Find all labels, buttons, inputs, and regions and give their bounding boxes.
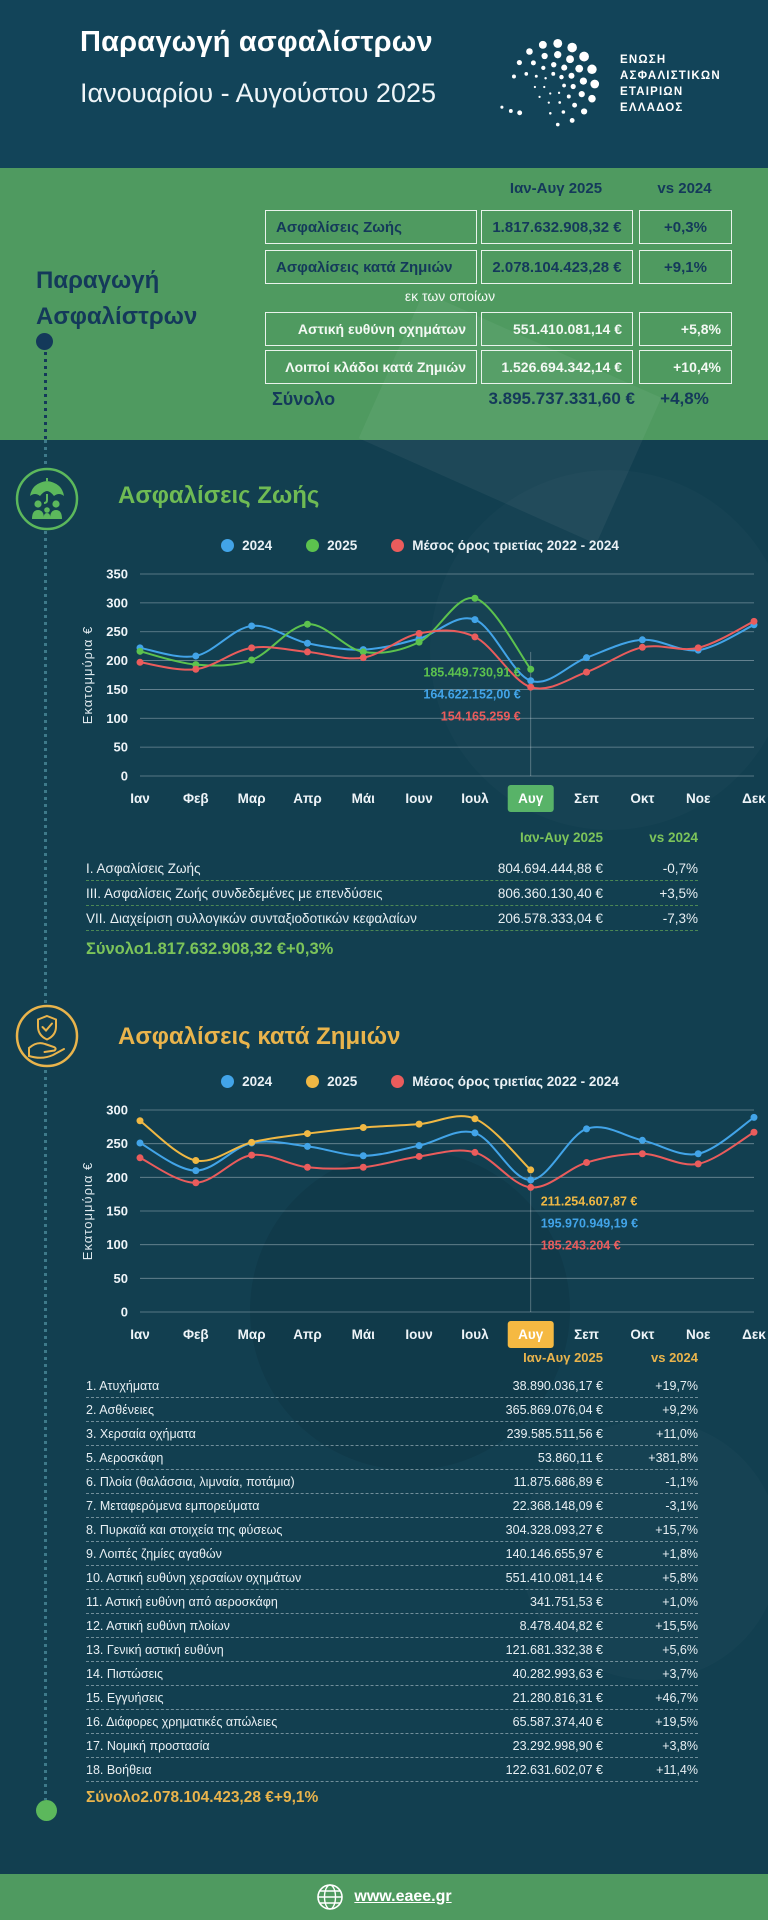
svg-text:185.243.204 €: 185.243.204 € xyxy=(540,1238,621,1253)
nonlife-table xyxy=(86,1350,698,1814)
summary-row-label: Ασφαλίσεις Ζωής xyxy=(265,210,477,244)
table-row xyxy=(86,906,698,931)
summary-col-vs: vs 2024 xyxy=(657,180,712,197)
legend-label: Μέσος όρος τριετίας 2022 - 2024 xyxy=(412,1074,619,1089)
table-col-period: Ιαν-Αυγ 2025 xyxy=(523,1350,603,1365)
row-pct: +1,0% xyxy=(662,1594,698,1609)
summary-row-value: 1.817.632.908,32 € xyxy=(481,210,633,244)
table-row xyxy=(86,1758,698,1782)
life-umbrella-family-icon xyxy=(14,466,80,532)
row-pct: +11,4% xyxy=(656,1762,698,1777)
svg-text:185.449.730,91 €: 185.449.730,91 € xyxy=(423,665,521,680)
summary-row-value: 551.410.081,14 € xyxy=(481,312,633,346)
legend-label: 2025 xyxy=(327,1074,358,1089)
table-row xyxy=(86,1686,698,1710)
legend-label: Μέσος όρος τριετίας 2022 - 2024 xyxy=(412,538,619,553)
table-row xyxy=(86,1566,698,1590)
svg-text:200: 200 xyxy=(106,1169,128,1185)
table-row xyxy=(86,856,698,881)
summary-total-pct: +4,8% xyxy=(660,389,709,408)
row-pct: +15,7% xyxy=(655,1522,698,1537)
legend-dot-icon xyxy=(391,1075,404,1088)
table-row xyxy=(86,1374,698,1398)
svg-text:Νοε: Νοε xyxy=(685,1327,711,1342)
svg-text:300: 300 xyxy=(106,595,128,611)
svg-text:Οκτ: Οκτ xyxy=(630,1327,655,1342)
legend-item xyxy=(306,1074,357,1089)
row-label: 15. Εγγυήσεις xyxy=(86,1690,164,1705)
total-value: 1.817.632.908,32 € xyxy=(143,939,287,958)
row-pct: +3,7% xyxy=(662,1666,698,1681)
svg-text:150: 150 xyxy=(106,1203,128,1219)
summary-title: Παραγωγή Ασφαλίστρων xyxy=(36,267,198,330)
row-pct: +46,7% xyxy=(655,1690,698,1705)
svg-text:Δεκ: Δεκ xyxy=(742,791,766,806)
table-total-row xyxy=(86,931,698,967)
life-table xyxy=(86,830,698,967)
timeline-start-dot xyxy=(36,333,53,350)
table-header-row xyxy=(86,1350,698,1374)
svg-text:0: 0 xyxy=(120,1304,128,1320)
row-label: 8. Πυρκαϊά και στοιχεία της φύσεως xyxy=(86,1522,283,1537)
row-value: 8.478.404,82 € xyxy=(519,1618,603,1633)
row-label: 11. Αστική ευθύνη από αεροσκάφη xyxy=(86,1594,278,1609)
table-row xyxy=(86,1614,698,1638)
total-pct: +9,1% xyxy=(273,1789,319,1806)
svg-text:195.970.949,19 €: 195.970.949,19 € xyxy=(540,1216,639,1231)
row-pct: +381,8% xyxy=(648,1450,698,1465)
timeline-dotted-line xyxy=(44,440,47,1800)
table-header-spacer xyxy=(86,830,438,856)
summary-col-period: Ιαν-Αυγ 2025 xyxy=(509,180,603,197)
svg-text:Αυγ: Αυγ xyxy=(518,791,544,806)
row-value: 804.694.444,88 € xyxy=(497,860,603,876)
nonlife-shield-hand-icon xyxy=(14,1003,80,1069)
summary-row-pct: +10,4% xyxy=(639,350,732,384)
legend-label: 2024 xyxy=(242,1074,273,1089)
total-label: Σύνολο xyxy=(86,939,144,958)
row-label: 14. Πιστώσεις xyxy=(86,1666,163,1681)
logo-text: ΕΝΩΣΗ ΑΣΦΑΛΙΣΤΙΚΩΝ ΕΤΑΙΡΙΩΝ ΕΛΛΑΔΟΣ xyxy=(620,54,721,114)
row-label: 6. Πλοία (θαλάσσια, λιμναία, ποτάμια) xyxy=(86,1474,295,1489)
svg-text:Ιουλ: Ιουλ xyxy=(461,791,489,806)
svg-text:100: 100 xyxy=(106,710,128,726)
website-link[interactable]: www.eaee.gr xyxy=(354,1888,452,1905)
row-value: 806.360.130,40 € xyxy=(497,885,603,901)
row-label: 17. Νομική προστασία xyxy=(86,1738,210,1753)
life-chart-legend xyxy=(90,538,750,553)
row-pct: -1,1% xyxy=(665,1474,698,1489)
table-row xyxy=(86,1446,698,1470)
row-value: 23.292.998,90 € xyxy=(512,1738,603,1753)
table-total-row xyxy=(86,1782,698,1814)
row-label: 9. Λοιπές ζημίες αγαθών xyxy=(86,1546,222,1561)
legend-dot-icon xyxy=(221,539,234,552)
table-col-vs: vs 2024 xyxy=(651,1350,698,1365)
row-value: 40.282.993,63 € xyxy=(512,1666,603,1681)
summary-row-pct: +0,3% xyxy=(639,210,732,244)
table-row xyxy=(86,1734,698,1758)
table-col-period: Ιαν-Αυγ 2025 xyxy=(520,830,603,845)
legend-dot-icon xyxy=(221,1075,234,1088)
table-row xyxy=(86,1494,698,1518)
row-pct: +15,5% xyxy=(655,1618,698,1633)
summary-row-life xyxy=(265,210,732,244)
row-label: 13. Γενική αστική ευθύνη xyxy=(86,1642,224,1657)
row-pct: +11,0% xyxy=(656,1426,698,1441)
row-value: 365.869.076,04 € xyxy=(505,1402,603,1417)
page-header xyxy=(0,0,768,168)
svg-text:Αυγ: Αυγ xyxy=(518,1327,544,1342)
row-value: 239.585.511,56 € xyxy=(506,1426,603,1441)
row-pct: +19,5% xyxy=(655,1714,698,1729)
row-label: Ι. Ασφαλίσεις Ζωής xyxy=(86,860,201,876)
row-value: 21.280.816,31 € xyxy=(512,1690,603,1705)
row-value: 122.631.602,07 € xyxy=(505,1762,603,1777)
svg-text:211.254.607,87 €: 211.254.607,87 € xyxy=(540,1194,638,1209)
svg-text:100: 100 xyxy=(106,1237,128,1253)
table-header-row xyxy=(86,830,698,856)
row-value: 341.751,53 € xyxy=(530,1594,603,1609)
table-row xyxy=(86,1518,698,1542)
row-label: 16. Διάφορες χρηματικές απώλειες xyxy=(86,1714,278,1729)
row-label: 5. Αεροσκάφη xyxy=(86,1450,164,1465)
row-value: 38.890.036,17 € xyxy=(512,1378,603,1393)
row-value: 22.368.148,09 € xyxy=(512,1498,603,1513)
legend-dot-icon xyxy=(391,539,404,552)
summary-row-value: 2.078.104.423,28 € xyxy=(481,250,633,284)
svg-text:Απρ: Απρ xyxy=(293,1327,322,1342)
row-value: 551.410.081,14 € xyxy=(505,1570,603,1585)
eaee-logo xyxy=(498,18,758,150)
svg-text:Μάι: Μάι xyxy=(351,791,375,806)
svg-text:Απρ: Απρ xyxy=(293,791,322,806)
summary-row-label: Αστική ευθύνη οχημάτων xyxy=(265,312,477,346)
summary-subnote: εκ των οποίων xyxy=(404,288,496,304)
row-pct: +5,8% xyxy=(662,1570,698,1585)
globe-icon xyxy=(316,1883,344,1911)
row-value: 206.578.333,04 € xyxy=(497,910,603,926)
row-label: 12. Αστική ευθύνη πλοίων xyxy=(86,1618,230,1633)
svg-text:150: 150 xyxy=(106,681,128,697)
summary-subrow-other xyxy=(265,350,732,384)
page-subtitle: Ιανουαρίου - Αυγούστου 2025 xyxy=(80,78,436,108)
table-row xyxy=(86,881,698,906)
row-label: 2. Ασθένειες xyxy=(86,1402,154,1417)
svg-text:350: 350 xyxy=(106,566,128,582)
table-row xyxy=(86,1662,698,1686)
page-footer xyxy=(0,1874,768,1920)
summary-total-label: Σύνολο xyxy=(272,389,336,409)
legend-dot-icon xyxy=(306,1075,319,1088)
row-value: 11.875.686,89 € xyxy=(513,1474,603,1489)
row-value: 140.146.655,97 € xyxy=(505,1546,603,1561)
row-pct: +1,8% xyxy=(662,1546,698,1561)
summary-row-pct: +5,8% xyxy=(639,312,732,346)
svg-text:0: 0 xyxy=(120,768,128,784)
svg-text:Ιαν: Ιαν xyxy=(130,1327,150,1342)
summary-total-value: 3.895.737.331,60 € xyxy=(488,389,635,408)
row-pct: -7,3% xyxy=(662,910,698,926)
life-line-chart xyxy=(78,562,768,814)
nonlife-chart-legend xyxy=(90,1074,750,1089)
svg-text:Μαρ: Μαρ xyxy=(237,791,266,806)
row-label: ΙΙΙ. Ασφαλίσεις Ζωής συνδεδεμένες με επενδύσεις xyxy=(86,885,383,901)
row-value: 304.328.093,27 € xyxy=(505,1522,603,1537)
svg-text:164.622.152,00 €: 164.622.152,00 € xyxy=(423,687,521,702)
svg-text:Μάι: Μάι xyxy=(351,1327,375,1342)
total-label: Σύνολο xyxy=(86,1789,141,1806)
nonlife-line-chart xyxy=(78,1098,768,1350)
row-value: 121.681.332,38 € xyxy=(505,1642,603,1657)
legend-item xyxy=(221,538,272,553)
svg-text:300: 300 xyxy=(106,1102,128,1118)
row-value: 65.587.374,40 € xyxy=(512,1714,603,1729)
svg-text:Φεβ: Φεβ xyxy=(182,791,209,806)
row-label: VII. Διαχείριση συλλογικών συνταξιοδοτικών κεφαλαίων xyxy=(86,910,417,926)
legend-dot-icon xyxy=(306,539,319,552)
svg-text:Ιουν: Ιουν xyxy=(405,1327,433,1342)
summary-subrow-motor xyxy=(265,312,732,346)
row-pct: +19,7% xyxy=(655,1378,698,1393)
legend-item xyxy=(306,538,357,553)
row-label: 1. Ατυχήματα xyxy=(86,1378,160,1393)
svg-text:250: 250 xyxy=(106,1136,128,1152)
summary-row-value: 1.526.694.342,14 € xyxy=(481,350,633,384)
row-pct: +3,5% xyxy=(659,885,698,901)
total-pct: +0,3% xyxy=(286,939,334,958)
svg-text:50: 50 xyxy=(113,739,128,755)
table-row xyxy=(86,1398,698,1422)
svg-text:Ιουλ: Ιουλ xyxy=(461,1327,489,1342)
legend-item xyxy=(391,538,619,553)
legend-label: 2025 xyxy=(327,538,358,553)
summary-row-nonlife xyxy=(265,250,732,284)
svg-text:Σεπ: Σεπ xyxy=(574,1327,599,1342)
svg-text:200: 200 xyxy=(106,653,128,669)
legend-item xyxy=(391,1074,619,1089)
svg-text:Δεκ: Δεκ xyxy=(742,1327,766,1342)
table-row xyxy=(86,1422,698,1446)
svg-text:Μαρ: Μαρ xyxy=(237,1327,266,1342)
legend-label: 2024 xyxy=(242,538,273,553)
summary-row-label: Ασφαλίσεις κατά Ζημιών xyxy=(265,250,477,284)
table-row xyxy=(86,1470,698,1494)
table-row xyxy=(86,1638,698,1662)
row-value: 53.860,11 € xyxy=(537,1450,603,1465)
logo-dot-spiral-icon xyxy=(498,28,610,140)
row-pct: +3,8% xyxy=(662,1738,698,1753)
svg-text:250: 250 xyxy=(106,624,128,640)
row-label: 10. Αστική ευθύνη χερσαίων οχημάτων xyxy=(86,1570,302,1585)
row-label: 7. Μεταφερόμενα εμπορεύματα xyxy=(86,1498,260,1513)
row-pct: +5,6% xyxy=(662,1642,698,1657)
table-col-vs: vs 2024 xyxy=(649,830,698,845)
table-row xyxy=(86,1590,698,1614)
table-row xyxy=(86,1542,698,1566)
svg-text:Εκατομμύρια €: Εκατομμύρια € xyxy=(80,1161,95,1261)
svg-text:Φεβ: Φεβ xyxy=(182,1327,209,1342)
row-pct: +9,2% xyxy=(662,1402,698,1417)
table-row xyxy=(86,1710,698,1734)
row-label: 18. Βοήθεια xyxy=(86,1762,152,1777)
page-title: Παραγωγή ασφαλίστρων xyxy=(80,26,433,58)
nonlife-section-title: Ασφαλίσεις κατά Ζημιών xyxy=(118,1023,401,1050)
life-section-title: Ασφαλίσεις Ζωής xyxy=(118,482,320,509)
timeline-end-dot xyxy=(36,1800,57,1821)
svg-text:154.165.259 €: 154.165.259 € xyxy=(440,709,521,724)
svg-text:Ιουν: Ιουν xyxy=(405,791,433,806)
svg-text:Σεπ: Σεπ xyxy=(574,791,599,806)
summary-row-label: Λοιποί κλάδοι κατά Ζημιών xyxy=(265,350,477,384)
row-pct: -3,1% xyxy=(665,1498,698,1513)
svg-text:Εκατομμύρια €: Εκατομμύρια € xyxy=(80,625,95,725)
summary-section xyxy=(0,168,768,440)
row-pct: -0,7% xyxy=(662,860,698,876)
legend-item xyxy=(221,1074,272,1089)
row-label: 3. Χερσαία οχήματα xyxy=(86,1426,196,1441)
svg-text:Οκτ: Οκτ xyxy=(630,791,655,806)
summary-row-pct: +9,1% xyxy=(639,250,732,284)
svg-text:Νοε: Νοε xyxy=(685,791,711,806)
svg-text:Ιαν: Ιαν xyxy=(130,791,150,806)
svg-text:50: 50 xyxy=(113,1270,128,1286)
total-value: 2.078.104.423,28 € xyxy=(140,1789,274,1806)
table-header-spacer xyxy=(86,1350,438,1374)
